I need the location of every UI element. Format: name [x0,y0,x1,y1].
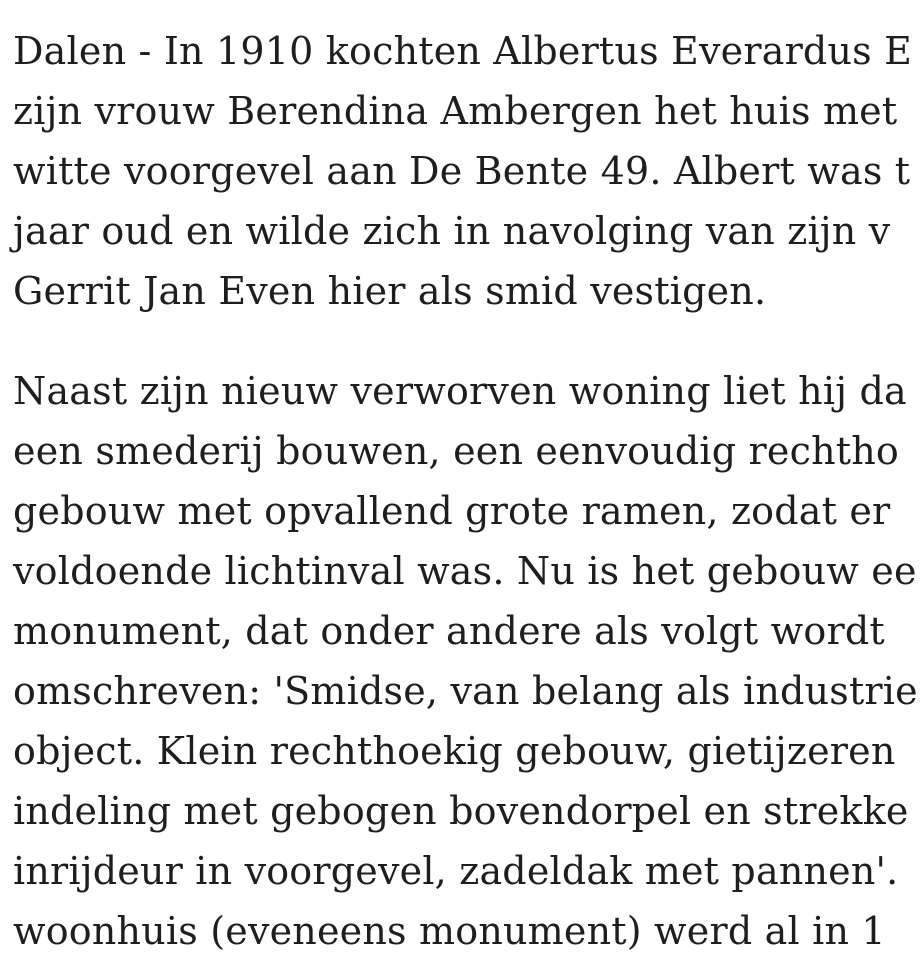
text-line: voldoende lichtinval was. Nu is het gebouw ee [13,549,917,593]
text-line: een smederij bouwen, een eenvoudig rechtho [13,429,899,473]
paragraph-2 [13,361,920,961]
text-line: witte voorgevel aan De Bente 49. Albert was t [13,149,911,193]
text-line: Dalen - In 1910 kochten Albertus Everardus E [13,29,913,73]
text-line: monument, dat onder andere als volgt wordt [13,609,885,653]
text-line: object. Klein rechthoekig gebouw, gietijzeren [13,729,896,773]
text-line: Gerrit Jan Even hier als smid vestigen. [13,269,767,313]
text-line: omschreven: 'Smidse, van belang als industrie [13,669,918,713]
text-line: jaar oud en wilde zich in navolging van zijn v [13,209,891,253]
text-line: gebouw met opvallend grote ramen, zodat er [13,489,891,533]
text-line: woonhuis (eveneens monument) werd al in 1 [13,909,886,953]
text-line: Naast zijn nieuw verworven woning liet hij da [13,369,907,413]
text-line: zijn vrouw Berendina Ambergen het huis met [13,89,898,133]
text-line: indeling met gebogen bovendorpel en strekke [13,789,909,833]
paragraph-1 [13,21,920,321]
article-body [13,21,920,961]
text-line: inrijdeur in voorgevel, zadeldak met pannen'. [13,849,899,893]
